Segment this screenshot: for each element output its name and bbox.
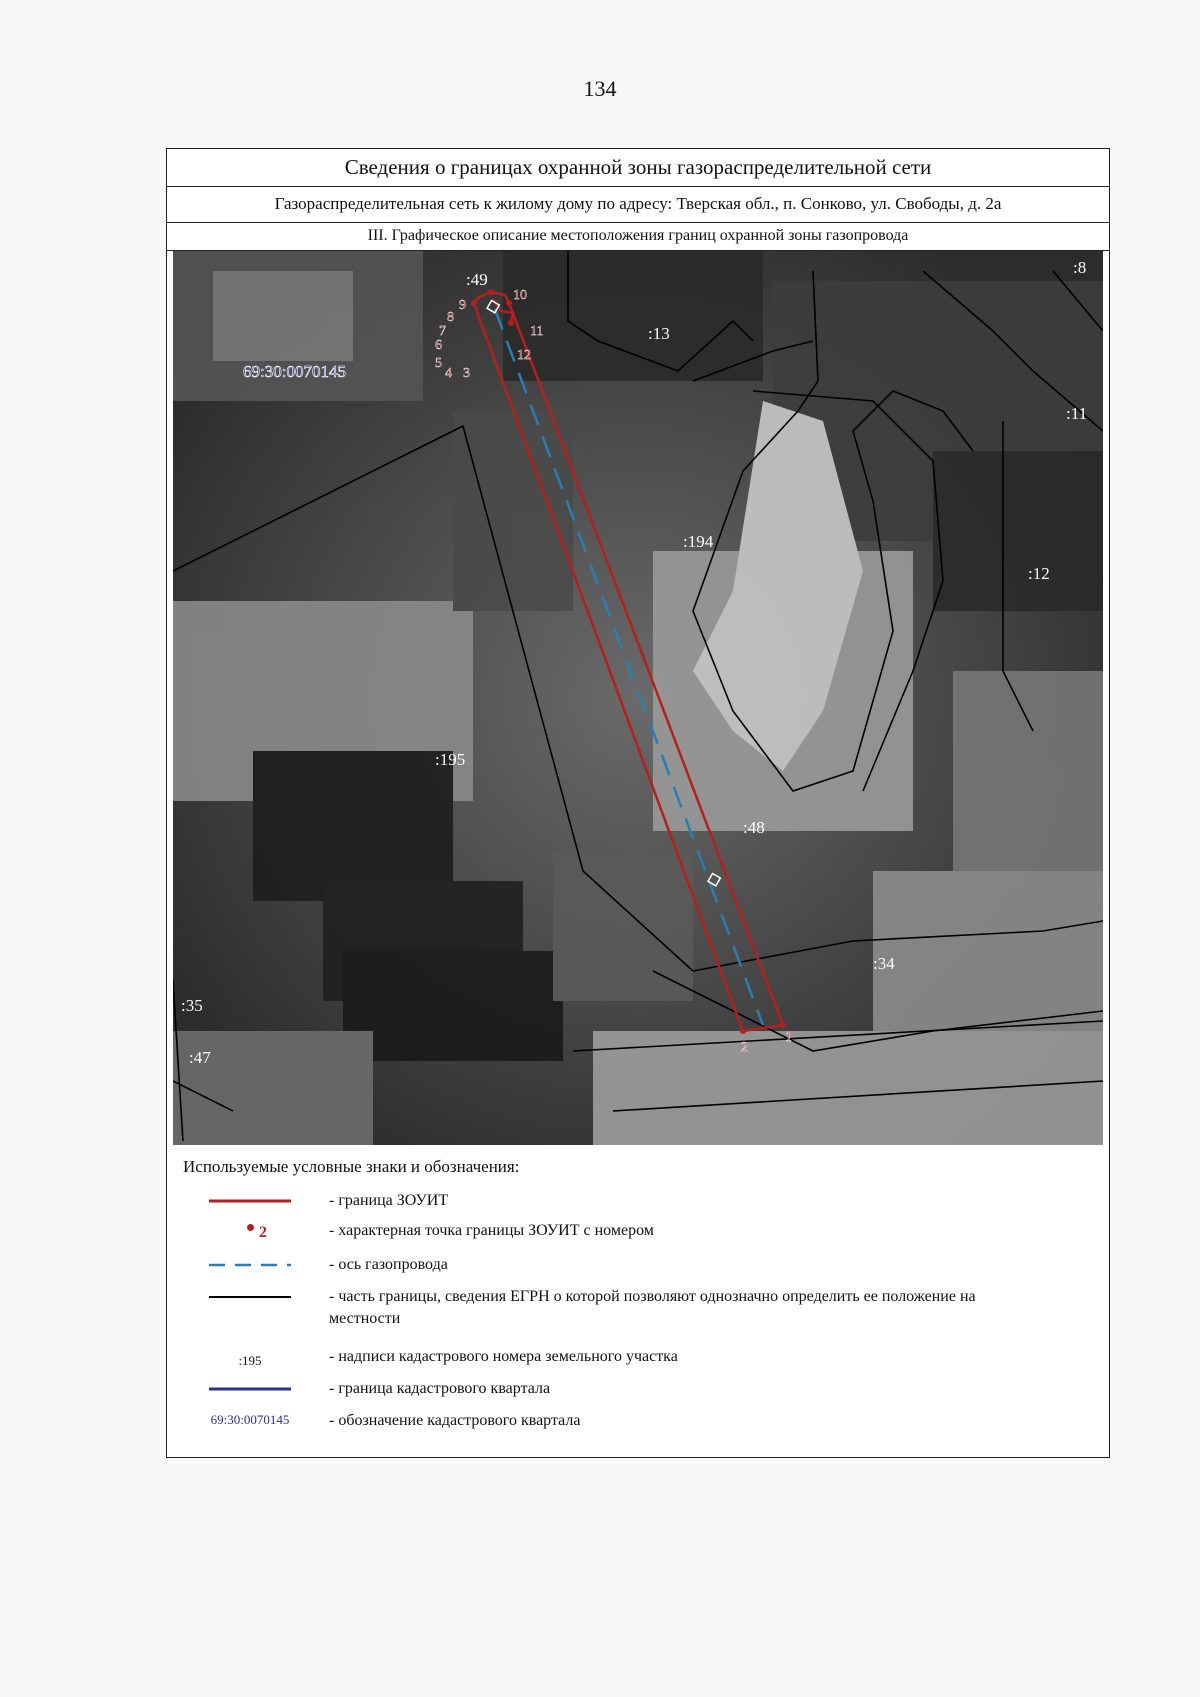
sheet-subtitle: Газораспределительная сеть к жилому дому по адресу: Тверская обл., п. Сонково, ул. Свободы, д. 2а <box>167 187 1109 223</box>
parcel-label: :12 <box>1028 564 1050 583</box>
point-label: 9 <box>459 298 466 313</box>
point-label: 5 <box>435 356 442 371</box>
point-label: 4 <box>445 366 452 381</box>
point-label: 7 <box>439 324 446 339</box>
quarter-label: 69:30:0070145 <box>243 362 346 381</box>
legend-text: - надписи кадастрового номера земельного участка <box>329 1348 678 1365</box>
blue-dashed-line-icon <box>195 1253 305 1277</box>
legend-text: - ось газопровода <box>329 1256 448 1273</box>
section-title: III. Графическое описание местоположения границ охранной зоны газопровода <box>167 223 1109 251</box>
navy-line-icon <box>195 1377 305 1401</box>
map-svg <box>173 251 1103 1145</box>
point-label: 10 <box>513 288 527 303</box>
parcel-label: :34 <box>873 954 895 973</box>
parcel-label: :13 <box>648 324 670 343</box>
parcel-label: :195 <box>435 750 466 769</box>
parcel-label: :11 <box>1066 404 1088 423</box>
parcel-label: :35 <box>181 996 203 1015</box>
parcel-label: :48 <box>743 818 765 837</box>
point-label: 3 <box>463 366 470 381</box>
point-label: 1 <box>785 1030 792 1045</box>
black-line-icon <box>195 1285 305 1309</box>
legend <box>167 1145 1109 1457</box>
legend-title: Используемые условные знаки и обозначения: <box>183 1157 520 1176</box>
sheet-title: Сведения о границах охранной зоны газораспределительной сети <box>167 149 1109 187</box>
parcel-label-sample: :195 <box>238 1353 262 1368</box>
point-label: 2 <box>741 1040 748 1055</box>
page-number: 134 <box>583 76 617 101</box>
parcel-label: :8 <box>1073 258 1087 277</box>
zone-sheet <box>166 148 1110 1458</box>
parcel-label: :194 <box>683 532 714 551</box>
point-label: 12 <box>517 348 531 363</box>
map-area[interactable] <box>173 251 1103 1145</box>
parcel-label: :47 <box>189 1048 211 1067</box>
legend-text: - граница ЗОУИТ <box>329 1192 449 1209</box>
legend-text: - граница кадастрового квартала <box>329 1380 551 1397</box>
legend-point-number: 2 <box>259 1224 267 1241</box>
quarter-label-sample: 69:30:0070145 <box>210 1412 290 1427</box>
legend-text: - обозначение кадастрового квартала <box>329 1412 581 1429</box>
point-label: 11 <box>530 324 544 339</box>
legend-text: - характерная точка границы ЗОУИТ с номером <box>329 1222 654 1239</box>
red-line-icon <box>195 1189 305 1213</box>
point-label: 6 <box>435 338 442 353</box>
red-point-icon <box>195 1219 305 1243</box>
legend-text: - часть границы, сведения ЕГРН о которой позволяют однозначно определить ее положение на местности <box>329 1288 976 1327</box>
parcel-label: :49 <box>466 270 488 289</box>
point-label: 8 <box>447 310 454 325</box>
